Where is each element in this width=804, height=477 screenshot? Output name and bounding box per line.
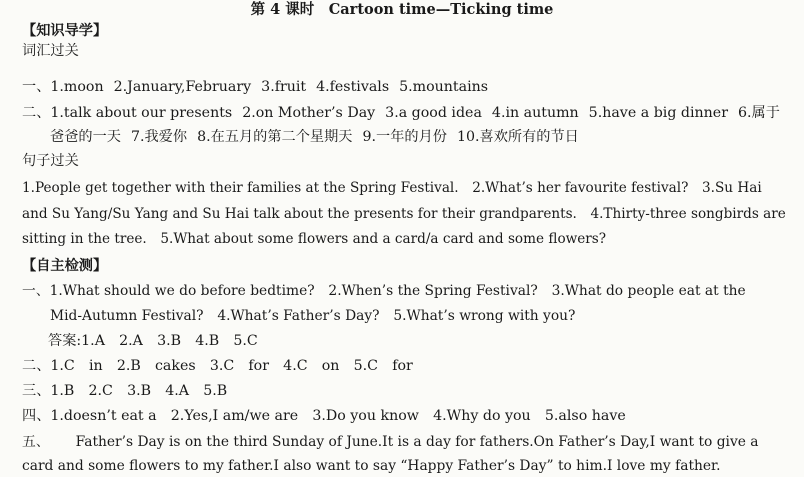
selfcheck-part1-line1: 一、1.What should we do before bedtime? 2.When’s the Spring Festival? 3.What do people eat at the	[22, 283, 746, 299]
page-title: 第 4 课时 Cartoon time—Ticking time	[250, 1, 554, 18]
sentence-line: 1.People get together with their families at the Spring Festival. 2.What’s her favourite festival? 3.Su Hai	[22, 180, 762, 196]
selfcheck-part5-line1	[22, 432, 790, 452]
vocab-part2-line2	[50, 127, 790, 147]
vocab-item: 9.一年的月份	[362, 129, 447, 145]
vocab-item: 爸爸的一天	[50, 129, 121, 145]
sentence-heading: 句子过关	[22, 153, 79, 169]
vocab-item: 1.moon	[50, 79, 104, 95]
vocab-item: 4.in autumn	[491, 105, 579, 121]
vocab-part2-line1	[22, 103, 790, 123]
vocab-heading: 词汇过关	[22, 43, 79, 59]
section-heading-knowledge: 【知识导学】	[22, 23, 108, 39]
part-label: 二、	[22, 105, 51, 121]
vocab-item: 10.喜欢所有的节日	[456, 129, 579, 145]
vocab-part1	[22, 77, 790, 97]
selfcheck-part4: 四、1.doesn’t eat a 2.Yes,I am/we are 3.Do you know 4.Why do you 5.also have	[22, 408, 626, 424]
vocab-item: 6.属于	[737, 105, 780, 121]
sentence-line: sitting in the tree. 5.What about some flowers and a card/a card and some flowers?	[22, 231, 607, 247]
selfcheck-answers: 答案:1.A 2.A 3.B 4.B 5.C	[48, 333, 258, 349]
selfcheck-part5-line2: card and some flowers to my father.I also want to say “Happy Father’s Day” to him.I love my father.	[22, 458, 721, 474]
vocab-item: 2.January,February	[113, 79, 252, 95]
part-label: 一、	[22, 79, 51, 95]
vocab-item: 3.fruit	[261, 79, 307, 95]
part-label: 五、	[22, 434, 50, 450]
vocab-item: 2.on Mother’s Day	[242, 105, 376, 121]
vocab-item: 5.mountains	[399, 79, 489, 95]
vocab-item: 4.festivals	[316, 79, 390, 95]
paragraph-text: Father’s Day is on the third Sunday of June.It is a day for fathers.On Father’s Day,I want to give a	[75, 434, 759, 450]
vocab-item: 3.a good idea	[385, 105, 482, 121]
sentence-line: and Su Yang/Su Yang and Su Hai talk about the presents for their grandparents. 4.Thirty-three songbirds are	[22, 206, 786, 222]
selfcheck-part2: 二、1.C in 2.B cakes 3.C for 4.C on 5.C for	[22, 358, 413, 374]
vocab-item: 7.我爱你	[130, 129, 188, 145]
section-heading-selfcheck: 【自主检测】	[22, 258, 108, 274]
selfcheck-part1-line2: Mid-Autumn Festival? 4.What’s Father’s Day? 5.What’s wrong with you?	[50, 308, 576, 324]
vocab-item: 8.在五月的第二个星期天	[197, 129, 353, 145]
selfcheck-part3: 三、1.B 2.C 3.B 4.A 5.B	[22, 383, 228, 399]
vocab-item: 5.have a big dinner	[588, 105, 728, 121]
vocab-item: 1.talk about our presents	[50, 105, 233, 121]
